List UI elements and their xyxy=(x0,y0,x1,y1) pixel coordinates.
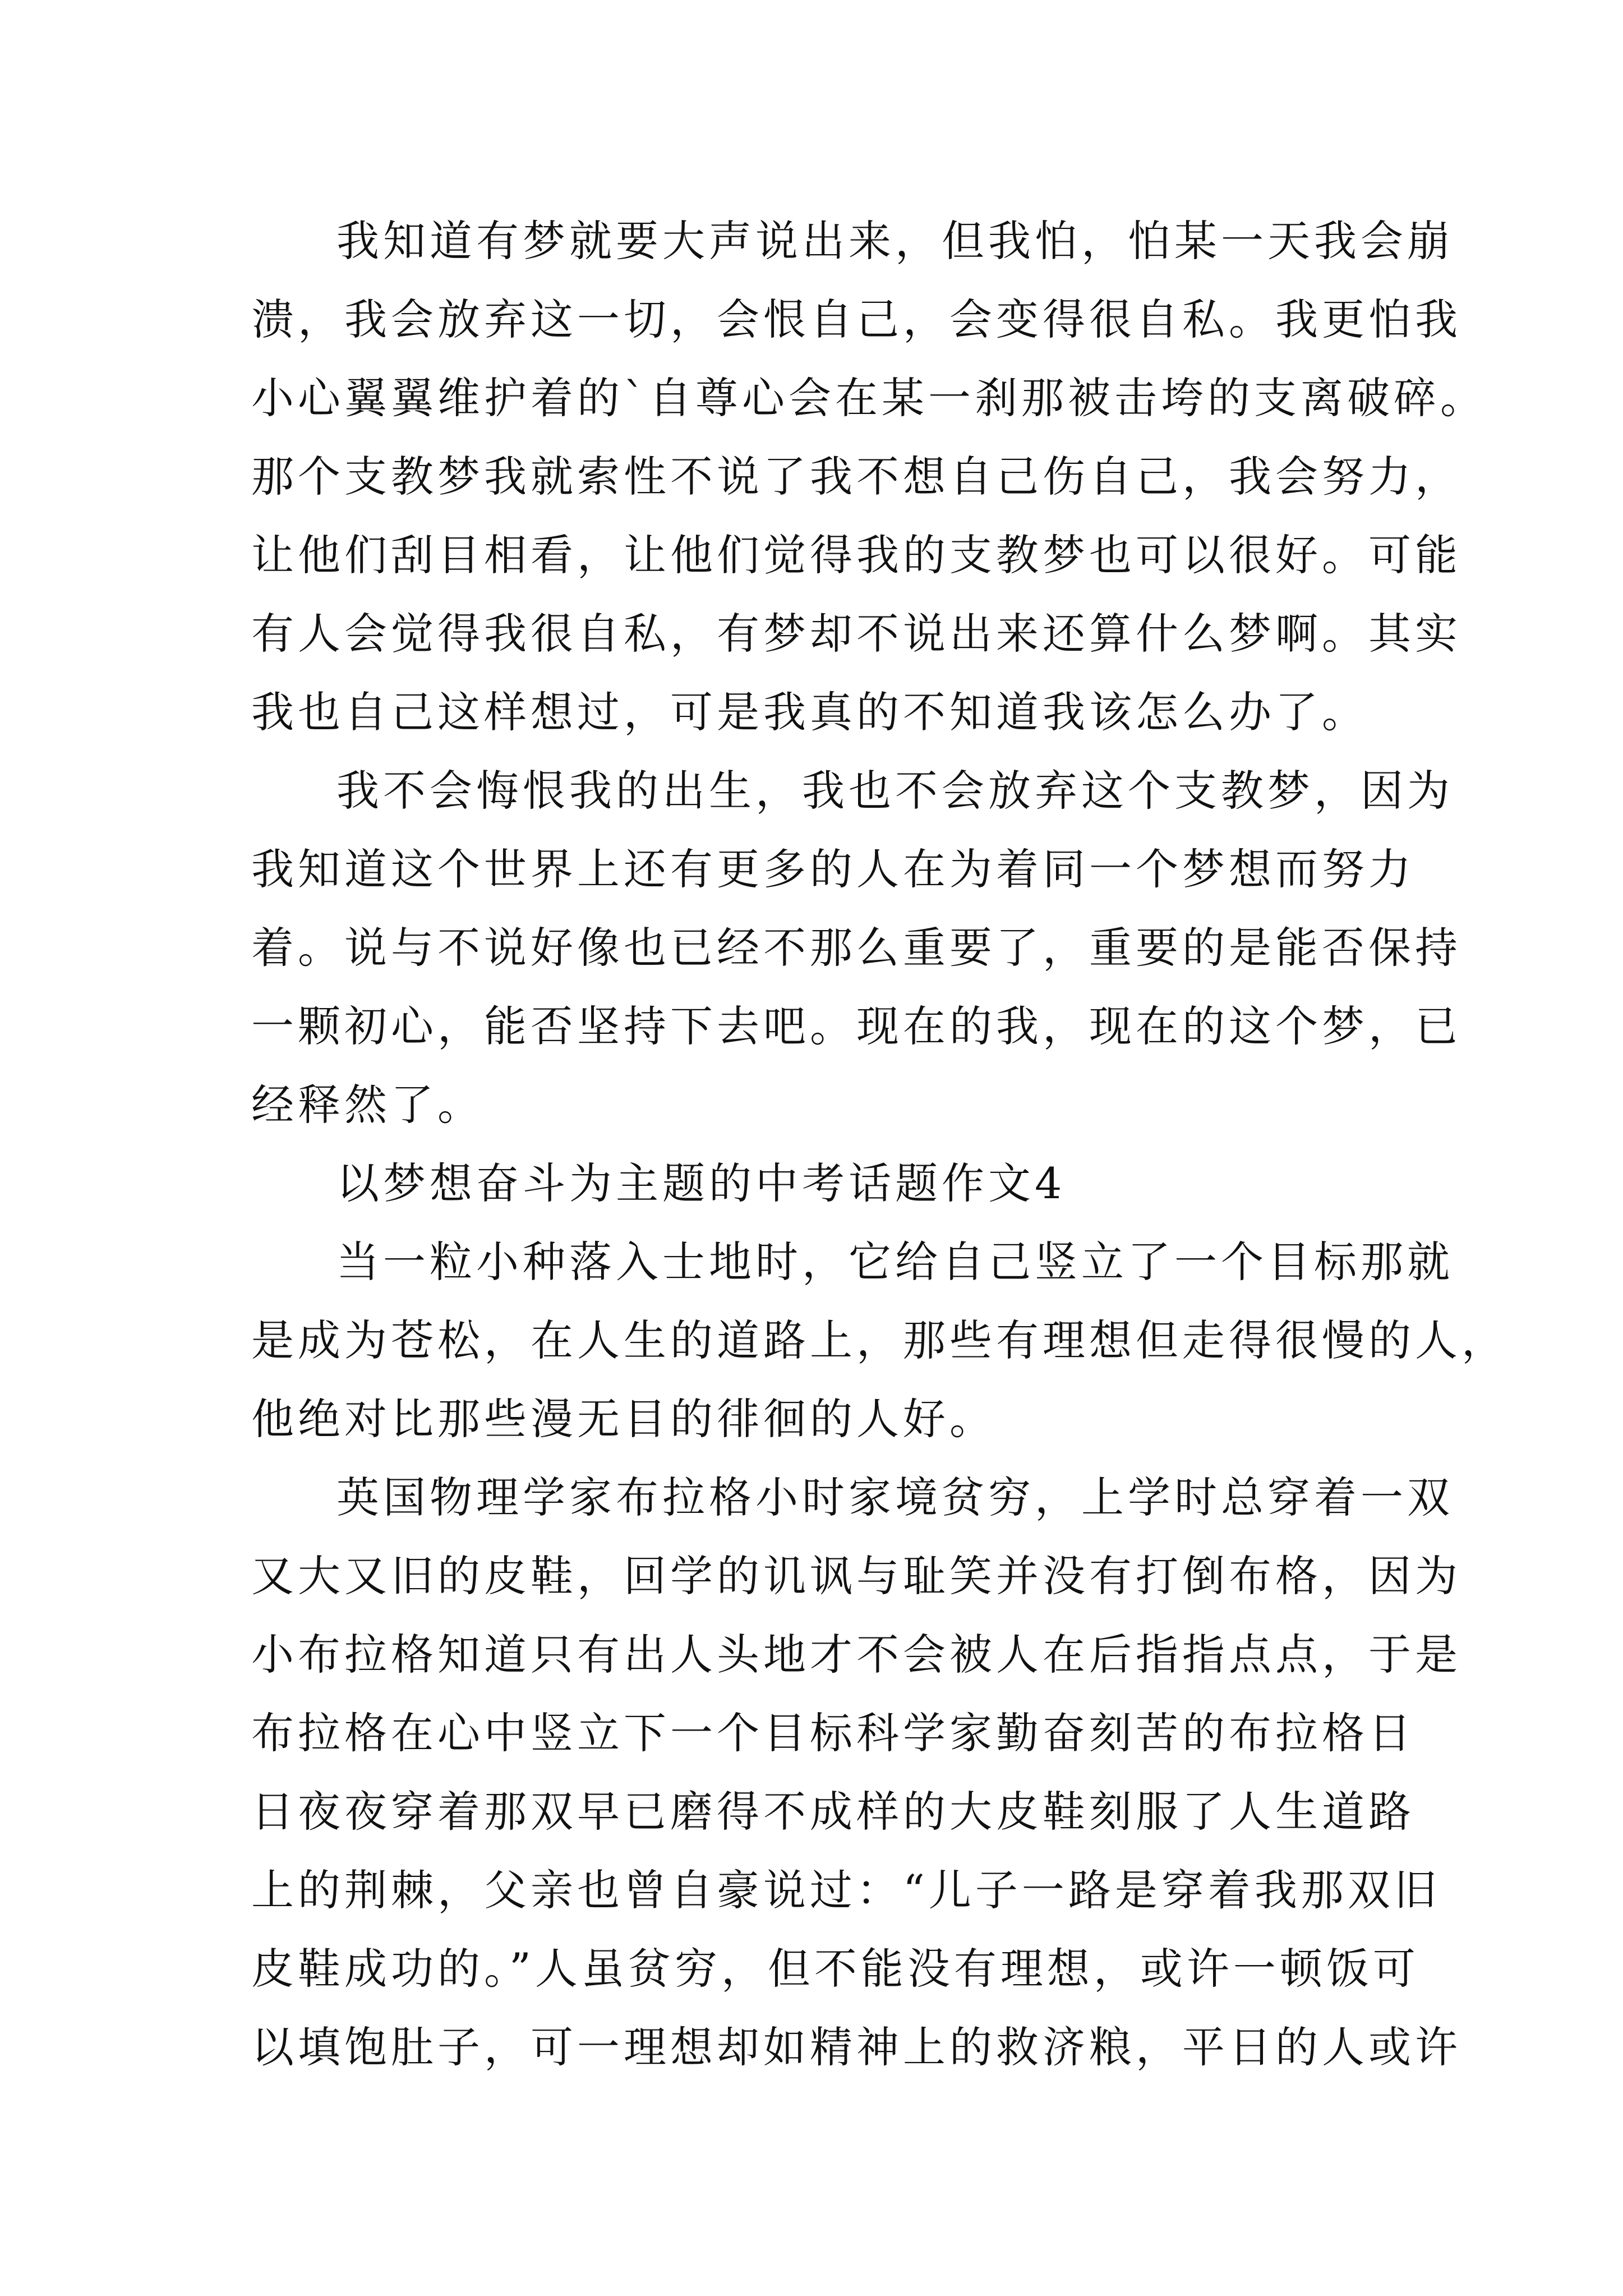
paragraph-line: 我知道有梦就要大声说出来，但我怕，怕某一天我会崩 xyxy=(336,216,1454,266)
paragraph-line: 是成为苍松，在人生的道路上，那些有理想但走得很慢的人， xyxy=(251,1315,1508,1365)
document-body xyxy=(251,202,1508,2087)
paragraph-line: 让他们刮目相看，让他们觉得我的支教梦也可以很好。可能 xyxy=(251,530,1461,580)
paragraph-line: 我不会悔恨我的出生，我也不会放弃这个支教梦，因为 xyxy=(336,766,1454,816)
paragraph-line: 经释然了。 xyxy=(251,1080,484,1130)
paragraph-line: 着。说与不说好像也已经不那么重要了，重要的是能否保持 xyxy=(251,923,1461,973)
paragraph-line: 又大又旧的皮鞋，回学的讥讽与耻笑并没有打倒布格，因为 xyxy=(251,1551,1461,1601)
paragraph-line: 我也自己这样想过，可是我真的不知道我该怎么办了。 xyxy=(251,687,1368,737)
paragraph-line: 小心翼翼维护着的`自尊心会在某一刹那被击垮的支离破碎。 xyxy=(251,373,1487,423)
paragraph-line: 皮鞋成功的。”人虽贫穷，但不能没有理想，或许一顿饭可 xyxy=(251,1944,1419,1994)
section-heading: 以梦想奋斗为主题的中考话题作文4 xyxy=(336,1158,1066,1208)
paragraph-line: 溃，我会放弃这一切，会恨自己，会变得很自私。我更怕我 xyxy=(251,295,1461,344)
paragraph-line: 当一粒小种落入士地时，它给自己竖立了一个目标那就 xyxy=(336,1237,1454,1287)
paragraph-line: 有人会觉得我很自私，有梦却不说出来还算什么梦啊。其实 xyxy=(251,609,1461,659)
paragraph-line: 小布拉格知道只有出人头地才不会被人在后指指点点，于是 xyxy=(251,1630,1461,1680)
paragraph-line: 那个支教梦我就索性不说了我不想自己伤自己，我会努力， xyxy=(251,452,1461,501)
paragraph-line: 上的荆棘，父亲也曾自豪说过：“儿子一路是穿着我那双旧 xyxy=(251,1865,1441,1915)
paragraph-line: 布拉格在心中竖立下一个目标科学家勤奋刻苦的布拉格日 xyxy=(251,1708,1415,1758)
paragraph-line: 日夜夜穿着那双早已磨得不成样的大皮鞋刻服了人生道路 xyxy=(251,1787,1415,1837)
paragraph-line: 一颗初心，能否坚持下去吧。现在的我，现在的这个梦，已 xyxy=(251,1001,1461,1051)
paragraph-line: 他绝对比那些漫无目的徘徊的人好。 xyxy=(251,1394,996,1444)
paragraph-line: 我知道这个世界上还有更多的人在为着同一个梦想而努力 xyxy=(251,844,1415,894)
paragraph-line: 英国物理学家布拉格小时家境贫穷，上学时总穿着一双 xyxy=(336,1473,1454,1522)
paragraph-line: 以填饱肚子，可一理想却如精神上的救济粮，平日的人或许 xyxy=(251,2022,1461,2072)
